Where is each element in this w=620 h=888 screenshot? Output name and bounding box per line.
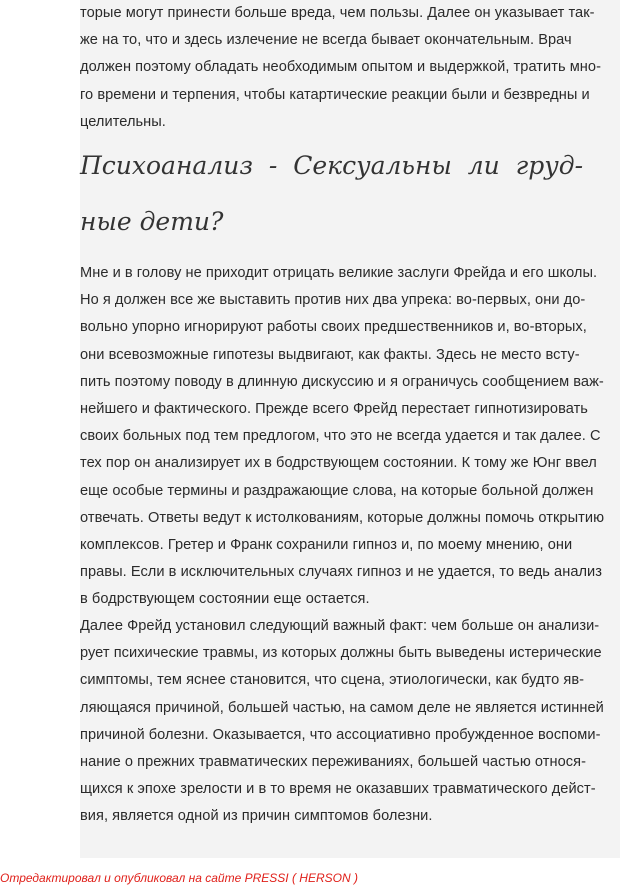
paragraph-freud-trauma: Далее Фрейд установил следующий важный факт: чем больше он анализи- рует психические травмы, из которых должны быть выведены истерические симптомы, тем яснее становится, что сцена, этиологически, как будто яв- ляющаяся причиной, большей частью, на самом деле не является истинней причиной болезни. Оказывается, что ассоциативно пробужденное воспоми- нание о прежних травматических переживаниях, большей частью относя- щихся к эпохе зрелости и в то время не оказавших травматического дейст- вия, является одной из причин симптомов болезни. bbox=[80, 618, 604, 825]
section-heading: Психоанализ - Сексуальны ли груд- ные дети? bbox=[80, 151, 584, 236]
paragraph-intro: торые могут принести больше вреда, чем пользы. Далее он указывает так- же на то, что и здесь излечение не всегда бывает окончательным. Врач должен поэтому обладать необходимым опытом и выдержкой, тратить мно- го времени и терпения, чтобы катартические реакции были и безвредны и целительны. bbox=[80, 5, 601, 130]
footer-publisher-note: Отредактировал и опубликовал на сайте PRESSI ( HERSON ) bbox=[0, 871, 358, 885]
paragraph-freud-critique: Мне и в голову не приходит отрицать великие заслуги Фрейда и его школы. Но я должен все же выставить против них два упрека: во-первых, они до- вольно упорно игнорируют работы своих предшественников и, во-вторых, они всевозможные гипотезы выдвигают, как факты. Здесь не место всту- пить поэтому поводу в длинную дискуссию и я ограничусь сообщением важ- нейшего и фактического. Прежде всего Фрейд перестает гипнотизировать своих больных под тем предлогом, что это не всегда удается и так далее. С тех пор он анализирует их в бодрствующем состоянии. К тому же Юнг ввел еще особые термины и раздражающие слова, на которые больной должен отвечать. Ответы ведут к истолкованиям, которые должны помочь открытию комплексов. Гретер и Франк сохранили гипноз и, по моему мнению, они правы. Если в исключительных случаях гипноз и не удается, то ведь анализ в бодрствующем состоянии еще остается. bbox=[80, 265, 605, 608]
